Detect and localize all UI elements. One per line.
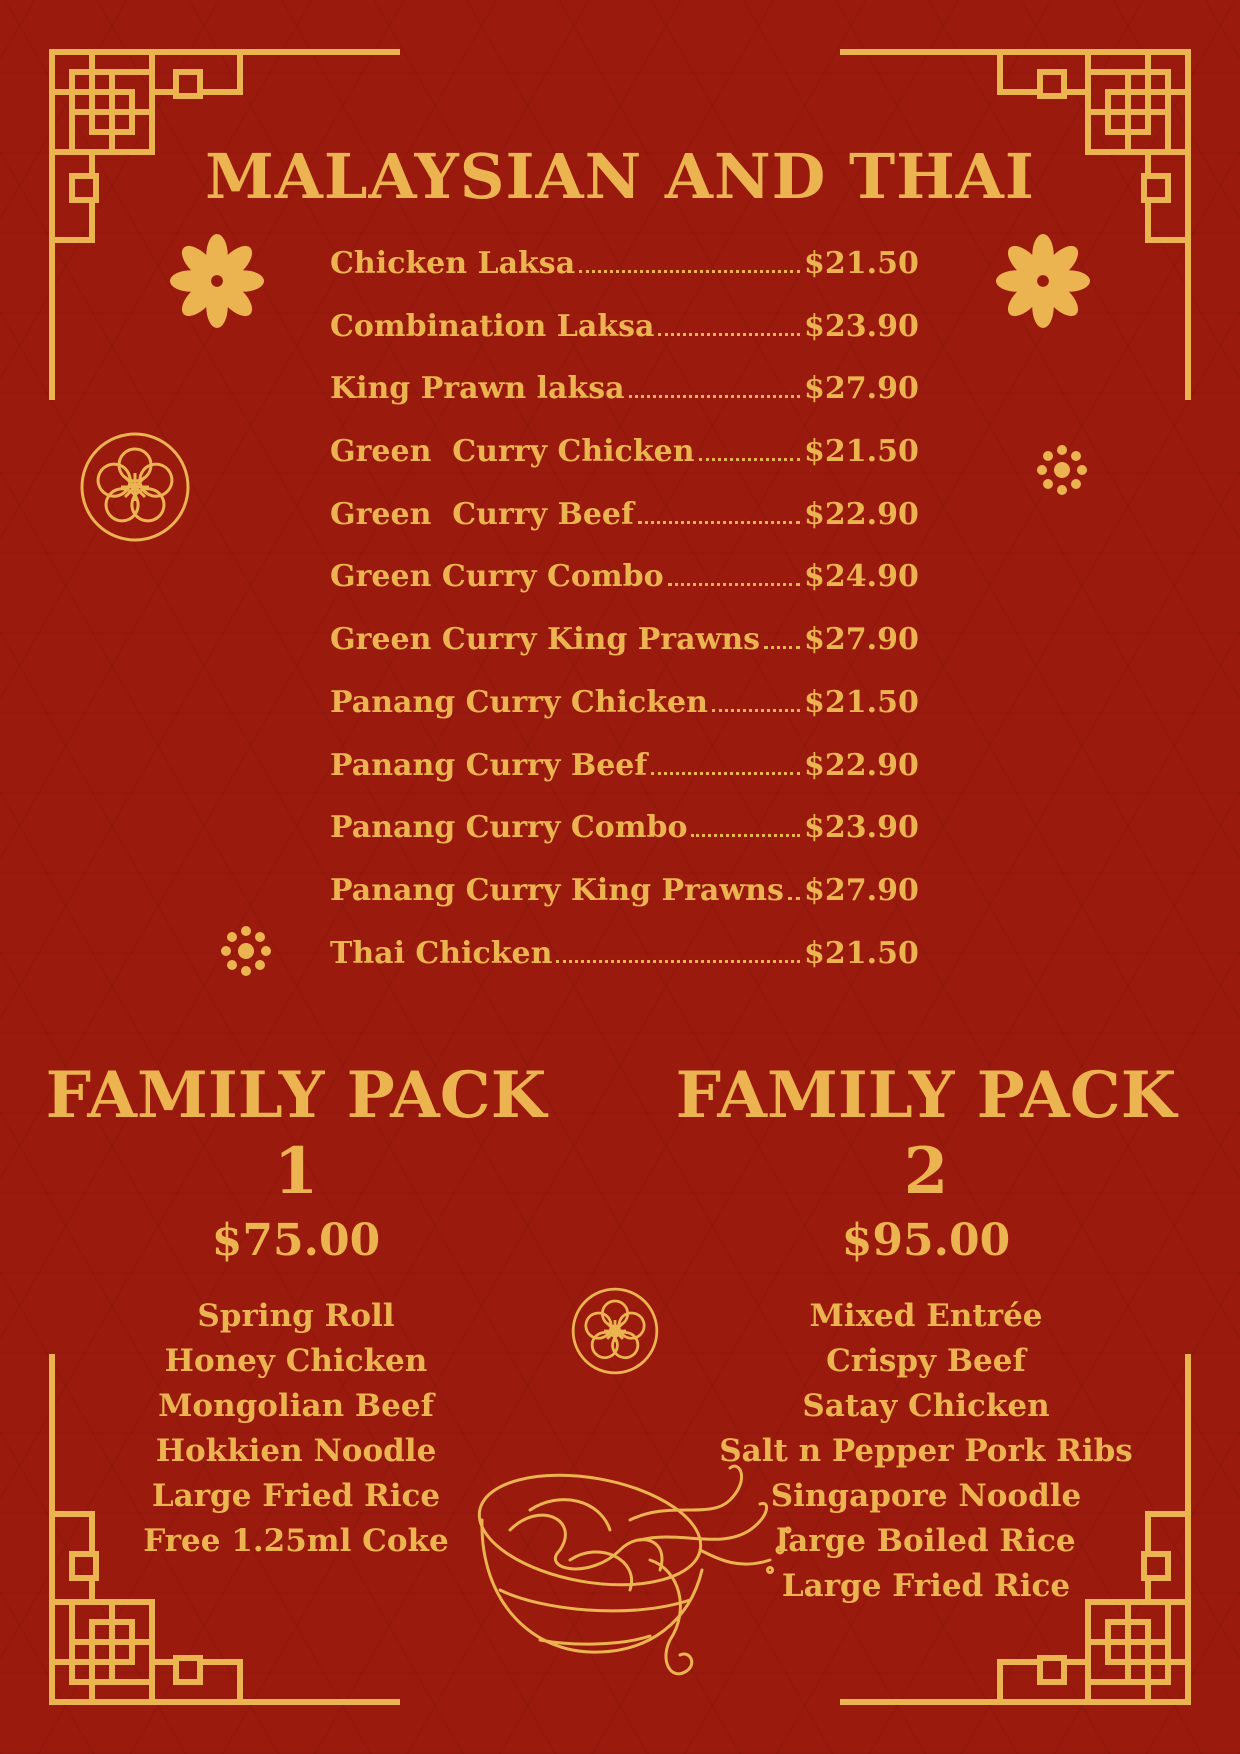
family-pack-price: $95.00 (841, 1215, 1011, 1266)
family-pack-items (16, 1294, 576, 1564)
menu-item-name: Green Curry King Prawns (330, 622, 761, 658)
menu-item (330, 434, 919, 497)
family-pack-title: FAMILY PACK 2 (675, 1058, 1177, 1209)
menu-item-name: Green Curry Chicken (330, 434, 695, 470)
menu-item-price: $24.90 (804, 559, 919, 595)
menu-item (330, 747, 919, 811)
family-pack-item: Mixed Entrée (809, 1298, 1043, 1334)
menu-item-price: $21.50 (804, 935, 919, 971)
dot-leader (629, 395, 800, 398)
menu-item-price: $27.90 (804, 371, 919, 407)
dot-leader (764, 646, 800, 649)
family-pack-item: Spring Roll (197, 1298, 395, 1334)
menu-item-price: $23.90 (804, 810, 919, 846)
menu-item (330, 935, 919, 999)
menu-item (330, 810, 919, 873)
menu-item-price: $21.50 (804, 246, 919, 281)
family-pack-item: large Boiled Rice (776, 1523, 1076, 1559)
menu-item-price: $27.90 (804, 622, 919, 658)
menu-item-price: $23.90 (804, 308, 919, 344)
menu-item-name: Green Curry Beef (330, 496, 634, 532)
dot-leader (658, 333, 800, 336)
family-pack-price: $75.00 (211, 1215, 381, 1266)
flower-icon (168, 232, 266, 330)
menu-item-price: $27.90 (804, 872, 919, 908)
dot-leader (668, 583, 800, 586)
family-pack-item: Singapore Noodle (770, 1478, 1082, 1514)
menu-item-name: Thai Chicken (330, 935, 553, 971)
plum-blossom-icon (78, 430, 192, 544)
menu-item-name: Combination Laksa (330, 308, 655, 344)
menu-item (330, 371, 919, 434)
dot-leader (699, 458, 800, 461)
menu-item (330, 872, 919, 936)
menu-item (330, 622, 919, 685)
flower-icon (994, 232, 1092, 330)
family-pack-item: Honey Chicken (164, 1343, 428, 1379)
menu-item-name: King Prawn laksa (330, 371, 625, 407)
dot-leader (579, 270, 800, 273)
menu-item (330, 308, 919, 372)
family-pack-item: Satay Chicken (802, 1388, 1050, 1424)
family-pack-title: FAMILY PACK 1 (45, 1058, 547, 1209)
menu-title: MALAYSIAN AND THAI (205, 140, 1035, 213)
family-pack-items (646, 1294, 1206, 1609)
dot-leader (651, 772, 800, 775)
family-pack-2 (646, 1058, 1206, 1609)
family-pack-item: Large Fried Rice (781, 1568, 1071, 1604)
dot-flower-icon (218, 923, 274, 979)
menu-item-name: Panang Curry King Prawns (330, 872, 784, 908)
menu-list (330, 246, 919, 998)
family-pack-1 (16, 1058, 576, 1564)
menu-item-name: Chicken Laksa (330, 246, 576, 281)
family-pack-item: Crispy Beef (826, 1343, 1026, 1379)
menu-item (330, 246, 919, 309)
dot-leader (788, 897, 800, 900)
family-pack-item: Large Fried Rice (151, 1478, 441, 1514)
family-pack-item: Mongolian Beef (158, 1388, 434, 1424)
menu-item-name: Panang Curry Chicken (330, 684, 708, 720)
dot-leader (638, 521, 800, 524)
menu-item (330, 684, 919, 748)
menu-item-price: $21.50 (804, 434, 919, 470)
menu-item-name: Panang Curry Beef (330, 747, 648, 783)
menu-item-name: Panang Curry Combo (330, 810, 688, 846)
dot-leader (712, 709, 800, 712)
menu-item (330, 496, 919, 560)
dot-leader (691, 834, 800, 837)
dot-flower-icon (1034, 442, 1090, 498)
menu-item-price: $22.90 (804, 747, 919, 783)
family-pack-item: Hokkien Noodle (155, 1433, 437, 1469)
family-pack-item: Salt n Pepper Pork Ribs (719, 1433, 1133, 1469)
family-pack-item: Free 1.25ml Coke (143, 1523, 449, 1559)
dot-leader (556, 960, 800, 963)
menu-item (330, 559, 919, 622)
menu-item-name: Green Curry Combo (330, 559, 664, 595)
menu-item-price: $21.50 (804, 684, 919, 720)
menu-item-price: $22.90 (804, 496, 919, 532)
